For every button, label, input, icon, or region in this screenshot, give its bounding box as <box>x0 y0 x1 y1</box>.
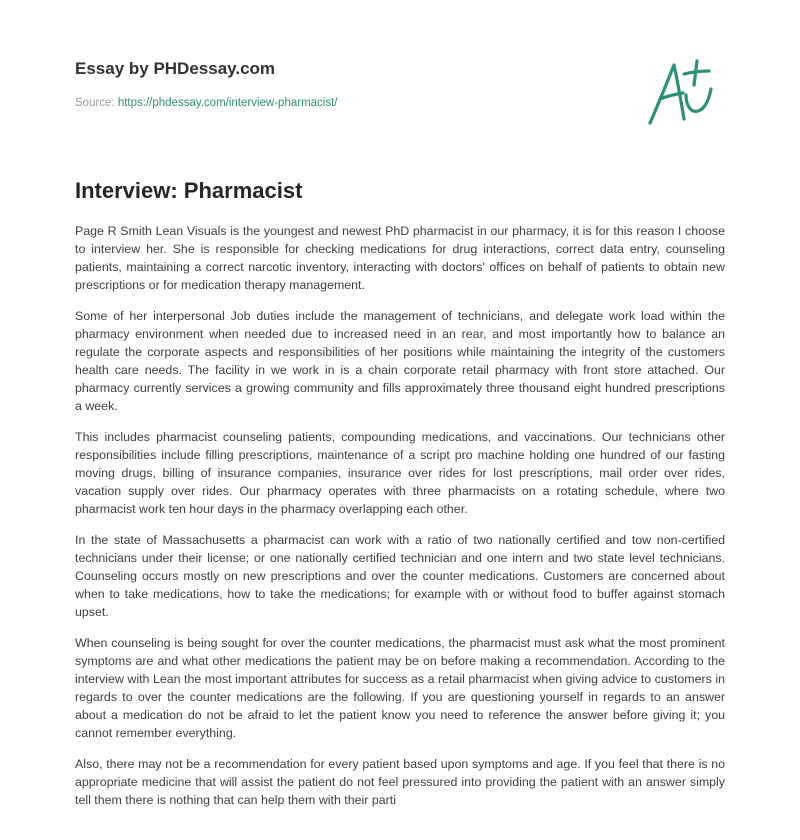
source-label: Source: <box>75 97 115 109</box>
source-line <box>75 97 338 109</box>
article <box>75 177 725 822</box>
a-plus-icon <box>640 55 730 130</box>
brand-title: Essay by PHDessay.com <box>75 59 276 78</box>
article-title: Interview: Pharmacist <box>75 178 303 203</box>
source-link[interactable]: https://phdessay.com/interview-pharmacist/ <box>117 97 338 109</box>
header <box>75 60 725 120</box>
paragraph: This includes pharmacist counseling patients, compounding medications, and vaccinations. Our technicians other responsibilities include filling prescriptions, maintenance of a script pro machine holding one hundred of our fasting moving drugs, billing of insurance companies, insurance over rides for lost prescriptions, mail order over rides, vacation supply over rides. Our pharmacy operates with three pharmacists on a rotating schedule, where two pharmacist work ten hour days in the pharmacy overlapping each other. <box>75 430 725 516</box>
paragraph: Also, there may not be a recommendation for every patient based upon symptoms and age. If you feel that there is no appropriate medicine that will assist the patient do not feel pressured into providing the patient with an answer simply tell them there is nothing that can help them with their parti <box>75 757 725 807</box>
paragraph: In the state of Massachusetts a pharmacist can work with a ratio of two nationally certified and tow non-certified technicians under their license; or one nationally certified technician and one intern and two state level technicians. Counseling occurs mostly on new prescriptions and over the counter medications. Customers are concerned about when to take medications, how to take the medications; for example with or without food to buffer against stomach upset. <box>75 533 725 619</box>
paragraph: Page R Smith Lean Visuals is the youngest and newest PhD pharmacist in our pharmacy, it is for this reason I choose to interview her. She is responsible for checking medications for drug interactions, correct data entry, counseling patients, maintaining a correct narcotic inventory, interacting with doctors' offices on behalf of patients to obtain new prescriptions or for medication therapy management. <box>75 224 725 292</box>
paragraph: Some of her interpersonal Job duties include the management of technicians, and delegate work load within the pharmacy environment when needed due to increased need in an rear, and most importantly how to balance an regulate the corporate aspects and responsibilities of her positions while maintaining the integrity of the customers health care needs. The facility in we work in is a chain corporate retail pharmacy with front store attached. Our pharmacy currently services a growing community and fills approximately three thousand eight hundred prescriptions a week. <box>75 309 725 413</box>
paragraph: When counseling is being sought for over the counter medications, the pharmacist must ask what the most prominent symptoms are and what other medications the patient may be on before making a recommendation. According to the interview with Lean the most important attributes for success as a retail pharmacist when giving advice to customers in regards to over the counter medications are the following. If you are questioning yourself in regards to an answer about a medication do not be afraid to let the patient know you need to reference the answer before giving it; you cannot remember everything. <box>75 636 725 740</box>
